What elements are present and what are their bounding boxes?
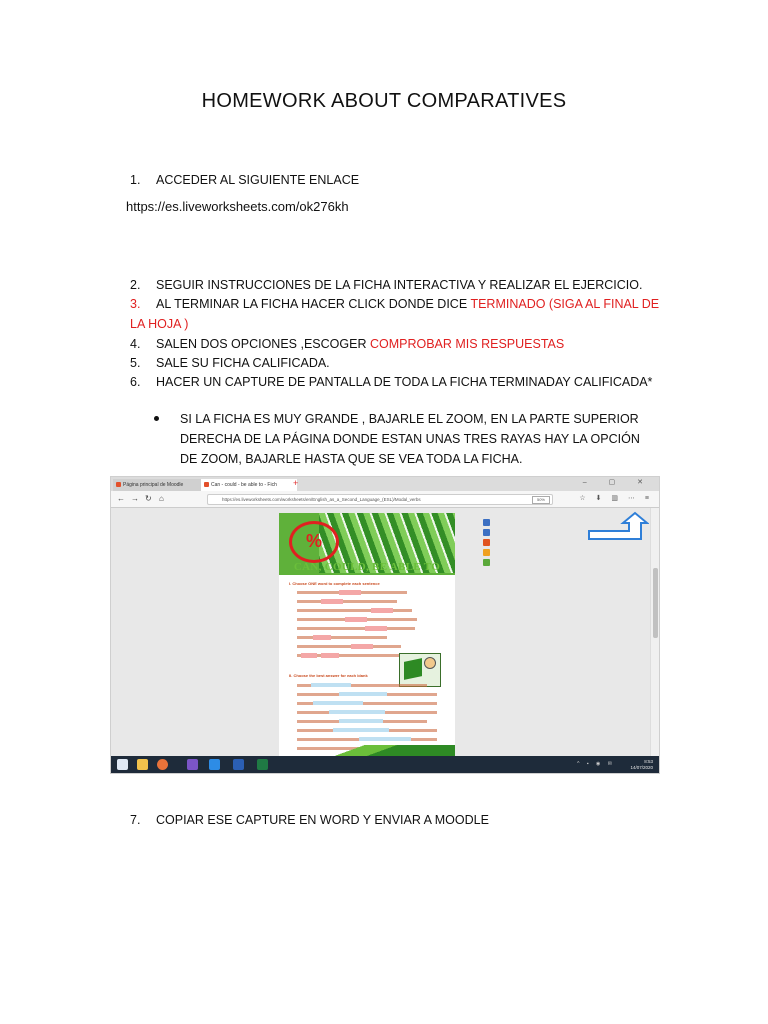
word-icon[interactable] (233, 759, 244, 770)
worksheet-side-tools (483, 519, 490, 569)
reload-icon[interactable]: ↻ (145, 494, 152, 503)
step-6 (130, 372, 660, 392)
page-title: HOMEWORK ABOUT COMPARATIVES (201, 90, 567, 112)
answer-box[interactable] (365, 626, 387, 631)
step-text: ACCEDER AL SIGUIENTE ENLACE (156, 173, 360, 187)
address-bar[interactable] (207, 494, 553, 505)
step-2 (130, 275, 660, 295)
section-heading-1: I. Choose ONE word to complete each sentence (289, 581, 380, 586)
firefox-icon[interactable] (157, 759, 168, 770)
bullet-note (154, 409, 654, 469)
step-7 (130, 810, 660, 830)
choice-options[interactable] (329, 710, 385, 714)
step-4 (130, 334, 660, 354)
choice-options[interactable] (333, 728, 389, 732)
new-tab-button[interactable]: + (293, 478, 299, 488)
scrollbar-thumb[interactable] (653, 568, 658, 638)
step-number: 7. (130, 813, 141, 827)
step-text: COPIAR ESE CAPTURE EN WORD Y ENVIAR A MOODLE (156, 813, 489, 827)
exercise-line (297, 627, 415, 630)
answer-box[interactable] (345, 617, 367, 622)
taskbar-clock[interactable] (630, 759, 653, 770)
excel-icon[interactable] (257, 759, 268, 770)
tab-worksheet[interactable] (201, 479, 297, 491)
zoom-level[interactable]: 50% (532, 496, 550, 504)
exercise-line (297, 600, 397, 603)
file-explorer-icon[interactable] (137, 759, 148, 770)
step-5 (130, 353, 660, 373)
embed-icon[interactable] (483, 529, 490, 536)
share-icon[interactable] (483, 519, 490, 526)
teams-icon[interactable] (187, 759, 198, 770)
window-controls[interactable]: – ▢ ✕ (582, 479, 653, 486)
answer-box[interactable] (351, 644, 373, 649)
step-text: HACER UN CAPTURE DE PANTALLA DE TODA LA FICHA TERMINADAY CALIFICADA* (156, 375, 653, 389)
zoom-app-icon[interactable] (209, 759, 220, 770)
choice-options[interactable] (359, 737, 411, 741)
print-icon[interactable] (483, 539, 490, 546)
choice-options[interactable] (339, 692, 387, 696)
tab-bar (111, 477, 659, 491)
step-text: SEGUIR INSTRUCCIONES DE LA FICHA INTERACTIVA Y REALIZAR EL EJERCICIO. (156, 278, 643, 292)
teacher-illustration (399, 653, 441, 687)
clock-time: 8:53 (644, 759, 653, 764)
step-3 (130, 294, 660, 334)
step-highlight: TERMINADO (SIGA AL FINAL DE LA HOJA ) (130, 297, 660, 331)
exercise-line (297, 609, 412, 612)
vertical-scrollbar[interactable] (650, 508, 659, 762)
forward-icon[interactable]: → (131, 494, 139, 503)
exercise-line (297, 645, 401, 648)
worksheet-title: CAN, COULD, BE ABLE TO (293, 561, 441, 573)
worksheet-icon (204, 482, 209, 487)
exercise-line (297, 636, 387, 639)
windows-taskbar (111, 756, 659, 773)
bullet-dot (154, 416, 159, 421)
menu-icon[interactable]: ☆ ⬇ ▥ ⋯ ≡ (579, 495, 653, 502)
answer-box[interactable] (321, 599, 343, 604)
check-icon[interactable] (483, 559, 490, 566)
back-icon[interactable]: ← (117, 494, 125, 503)
tab-moodle[interactable] (113, 479, 207, 491)
step-number: 3. (130, 297, 141, 311)
windows-start-icon[interactable] (117, 759, 128, 770)
nav-bar (111, 491, 659, 508)
answer-box[interactable] (313, 635, 331, 640)
step-number: 6. (130, 375, 141, 389)
section-heading-2: II. Choose the best answer for each blank (289, 673, 368, 678)
step-number: 4. (130, 337, 141, 351)
bullet-text: SI LA FICHA ES MUY GRANDE , BAJARLE EL ZOOM, EN LA PARTE SUPERIOR DERECHA DE LA PÁGINA DONDE ESTAN UNAS TRES RAYAS HAY LA OPCIÓN DE ZOOM, BAJARLE HASTA QUE SE VEA TODA LA FICHA. (180, 412, 640, 466)
step-highlight: COMPROBAR MIS RESPUESTAS (369, 337, 565, 351)
system-tray-icons[interactable]: ^ ▪ ◉ ✉ (577, 761, 615, 767)
worksheet-link[interactable]: https://es.liveworksheets.com/ok276kh (126, 199, 349, 214)
step-number: 1. (130, 173, 141, 187)
answer-box[interactable] (371, 608, 393, 613)
step-number: 5. (130, 356, 141, 370)
step-number: 2. (130, 278, 141, 292)
tab-label: Página principal de Moodle (123, 482, 184, 488)
answer-box[interactable] (321, 653, 339, 658)
step-text: SALE SU FICHA CALIFICADA. (156, 356, 330, 370)
tab-label: Can - could - be able to - Fich (211, 482, 277, 488)
worksheet (279, 513, 455, 759)
browser-screenshot (110, 476, 660, 774)
answer-box[interactable] (301, 653, 317, 658)
url-text: https://es.liveworksheets.com/worksheets/en/English_as_a_Second_Language_(ESL)/Modal_verbs (222, 497, 421, 502)
choice-options[interactable] (311, 683, 351, 687)
choice-options[interactable] (339, 719, 383, 723)
choice-options[interactable] (313, 701, 363, 705)
answer-box[interactable] (339, 590, 361, 595)
zoom-pointer-arrow-icon (587, 511, 649, 541)
percent-logo: % (289, 521, 339, 563)
step-1 (130, 170, 660, 190)
clock-date: 14/07/2020 (630, 764, 653, 770)
moodle-icon (116, 482, 121, 487)
home-icon[interactable]: ⌂ (159, 494, 164, 503)
download-icon[interactable] (483, 549, 490, 556)
step-text: AL TERMINAR LA FICHA HACER CLICK DONDE DICE (156, 297, 471, 311)
step-text: SALEN DOS OPCIONES ,ESCOGER (156, 337, 370, 351)
